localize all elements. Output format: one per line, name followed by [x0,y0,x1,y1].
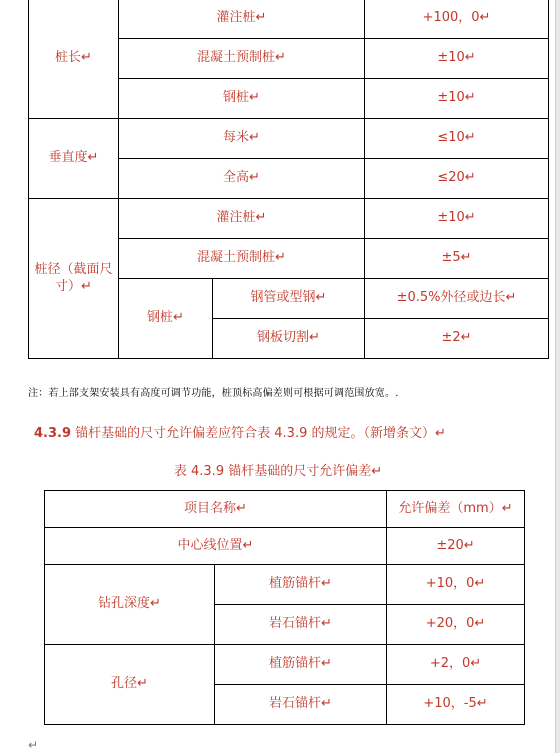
sub-cell: 灌注桩↵ [119,199,365,239]
sub-cell-steel-pile: 钢桩↵ [119,279,213,359]
pile-tolerance-table [28,0,549,359]
sub-cell: 每米↵ [119,119,365,159]
value-cell: ±5↵ [365,239,549,279]
clause-heading [34,422,446,441]
sub-cell: 灌注桩↵ [119,0,365,39]
subsub-cell: 钢板切割↵ [213,319,365,359]
table-caption: 表 4.3.9 锚杆基础的尺寸允许偏差↵ [173,464,383,479]
value-cell: ±2↵ [365,319,549,359]
sub-cell: 混凝土预制桩↵ [119,239,365,279]
value-cell: ≤20↵ [365,159,549,199]
group-cell-verticality: 垂直度↵ [29,119,119,199]
paragraph-mark: ↵ [28,738,39,752]
sub-cell: 混凝土预制桩↵ [119,39,365,79]
value-cell: +20，0↵ [387,605,525,645]
value-cell: +100，0↵ [365,0,549,39]
page-edge [555,0,560,753]
anchor-tolerance-table [44,490,525,725]
header-item: 项目名称↵ [45,491,387,528]
clause-number: 4.3.9 [34,426,72,441]
value-cell: ±10↵ [365,79,549,119]
sub-cell: 植筋锚杆↵ [215,645,387,685]
table-note: 注：若上部支架安装具有高度可调节功能，桩顶标高偏差则可根据可调范围放宽。. [28,388,399,399]
header-tolerance: 允许偏差（mm）↵ [387,491,525,528]
value-cell: ±20↵ [387,528,525,565]
value-cell: +10，-5↵ [387,685,525,725]
sub-cell: 钢桩↵ [119,79,365,119]
group-cell-pile-length: 桩长↵ [29,0,119,119]
value-cell: +2，0↵ [387,645,525,685]
value-cell: ±0.5%外径或边长↵ [365,279,549,319]
value-cell: ≤10↵ [365,119,549,159]
sub-cell: 全高↵ [119,159,365,199]
subsub-cell: 钢管或型钢↵ [213,279,365,319]
value-cell: ±10↵ [365,39,549,79]
group-cell-pile-diameter: 桩径（截面尺寸）↵ [29,199,119,359]
group-cell-hole-diameter: 孔径↵ [45,645,215,725]
item-cell: 中心线位置↵ [45,528,387,565]
sub-cell: 岩石锚杆↵ [215,605,387,645]
value-cell: ±10↵ [365,199,549,239]
value-cell: +10，0↵ [387,565,525,605]
group-cell-drill-depth: 钻孔深度↵ [45,565,215,645]
sub-cell: 岩石锚杆↵ [215,685,387,725]
sub-cell: 植筋锚杆↵ [215,565,387,605]
clause-text: 锚杆基础的尺寸允许偏差应符合表 4.3.9 的规定。（新增条文）↵ [71,426,446,441]
